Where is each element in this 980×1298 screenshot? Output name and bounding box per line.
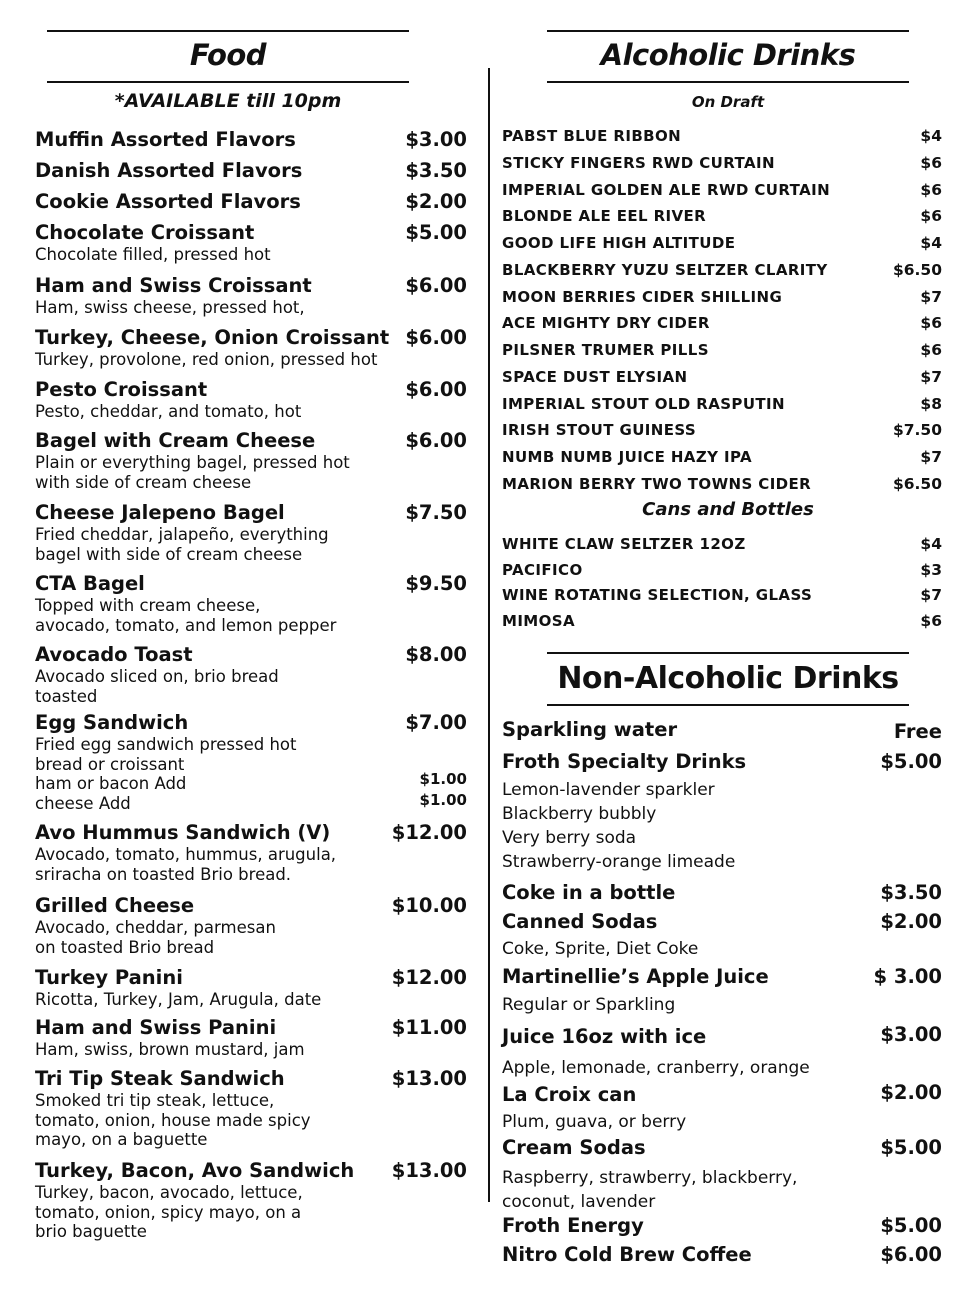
na-item: Juice 16oz with ice $3.00 Apple, lemonade, cranberry, orange [502,1023,942,1078]
food-price: $9.50 [405,572,467,595]
na-item: Froth Specialty Drinks $5.00 Lemon-lavender sparkler Blackberry bubbly Very berry soda Strawberry-orange limeade [502,750,942,872]
food-price: $7.00 [405,711,467,734]
food-item: Tri Tip Steak Sandwich $13.00 Smoked tri tip steak, lettuce, tomato, onion, house made spicy mayo, on a baguette [35,1067,467,1149]
draft-row: IMPERIAL GOLDEN ALE RWD CURTAIN $6 [502,181,942,199]
food-item: Danish Assorted Flavors $3.50 [35,159,467,182]
draft-label: On Draft [691,93,765,111]
food-price: $3.50 [405,159,467,182]
na-price: $3.50 [880,881,942,904]
nonalcoholic-title: Non-Alcoholic Drinks [557,661,899,696]
food-price: $10.00 [391,894,467,917]
food-item: Turkey, Cheese, Onion Croissant $6.00 Turkey, provolone, red onion, pressed hot [35,326,467,369]
addon-price: $1.00 [419,770,467,788]
food-item: CTA Bagel $9.50 Topped with cream cheese, avocado, tomato, and lemon pepper [35,572,467,635]
draft-row: BLACKBERRY YUZU SELTZER CLARITY $6.50 [502,261,942,279]
food-item: Ham and Swiss Panini $11.00 Ham, swiss, brown mustard, jam [35,1016,467,1059]
draft-row: SPACE DUST ELYSIAN $7 [502,368,942,386]
cans-label: Cans and Bottles [642,499,814,520]
na-price: $5.00 [880,750,942,773]
food-item: Turkey, Bacon, Avo Sandwich $13.00 Turkey, bacon, avocado, lettuce, tomato, onion, spicy mayo, on a brio baguette [35,1159,467,1241]
food-price: $5.00 [405,221,467,244]
cans-row: WHITE CLAW SELTZER 12OZ $4 [502,535,942,553]
alcoholic-bottom-rule [547,81,909,83]
nonalcoholic-top-rule [547,652,909,654]
food-price: $13.00 [391,1159,467,1182]
food-price: $8.00 [405,643,467,666]
draft-row: IRISH STOUT GUINESS $7.50 [502,421,942,439]
food-item: Egg Sandwich $7.00 Fried egg sandwich pressed hot bread or croissant ham or bacon Add cheese Add $1.00 $1.00 [35,711,467,813]
food-price: $6.00 [405,429,467,452]
food-item: Cookie Assorted Flavors $2.00 [35,190,467,213]
food-item: Cheese Jalepeno Bagel $7.50 Fried cheddar, jalapeño, everything bagel with side of cream cheese [35,501,467,564]
draft-row: BLONDE ALE EEL RIVER $6 [502,207,942,225]
draft-row: MOON BERRIES CIDER SHILLING $7 [502,288,942,306]
food-item: Turkey Panini $12.00 Ricotta, Turkey, Jam, Arugula, date [35,966,467,1009]
nonalcoholic-bottom-rule [547,704,909,706]
draft-row: GOOD LIFE HIGH ALTITUDE $4 [502,234,942,252]
cans-row: MIMOSA $6 [502,612,942,630]
food-price: $6.00 [405,378,467,401]
na-item: La Croix can $2.00 Plum, guava, or berry [502,1081,942,1132]
food-item: Avocado Toast $8.00 Avocado sliced on, brio bread toasted [35,643,467,706]
food-price: $12.00 [391,821,467,844]
food-item: Ham and Swiss Croissant $6.00 Ham, swiss cheese, pressed hot, [35,274,467,317]
na-price: $2.00 [880,1081,942,1104]
na-price: $5.00 [880,1136,942,1159]
food-bottom-rule [47,81,409,83]
na-item: Froth Energy $5.00 [502,1214,942,1237]
food-item: Grilled Cheese $10.00 Avocado, cheddar, parmesan on toasted Brio bread [35,894,467,957]
food-price: $6.00 [405,326,467,349]
na-item: Martinellie’s Apple Juice $ 3.00 Regular or Sparkling [502,965,942,1015]
na-price: $3.00 [880,1023,942,1046]
draft-row: IMPERIAL STOUT OLD RASPUTIN $8 [502,395,942,413]
na-price: $6.00 [880,1243,942,1266]
food-availability: *AVAILABLE till 10pm [114,90,342,112]
food-item: Avo Hummus Sandwich (V) $12.00 Avocado, tomato, hummus, arugula, sriracha on toasted Brio bread. [35,821,467,884]
draft-row: NUMB NUMB JUICE HAZY IPA $7 [502,448,942,466]
food-item: Chocolate Croissant $5.00 Chocolate filled, pressed hot [35,221,467,264]
food-item: Pesto Croissant $6.00 Pesto, cheddar, and tomato, hot [35,378,467,421]
food-item: Muffin Assorted Flavors $3.00 [35,128,467,151]
food-price: $3.00 [405,128,467,151]
na-item: Cream Sodas $5.00 Raspberry, strawberry, blackberry, coconut, lavender [502,1136,942,1212]
na-item: Coke in a bottle $3.50 [502,881,942,904]
alcoholic-top-rule [547,30,909,32]
draft-row: MARION BERRY TWO TOWNS CIDER $6.50 [502,475,942,493]
na-price: $ 3.00 [873,965,942,988]
food-item: Bagel with Cream Cheese $6.00 Plain or everything bagel, pressed hot with side of cream cheese [35,429,467,492]
food-price: $12.00 [391,966,467,989]
food-price: $6.00 [405,274,467,297]
food-price: $2.00 [405,190,467,213]
na-item: Canned Sodas $2.00 Coke, Sprite, Diet Coke [502,910,942,959]
na-price: Free [893,720,942,743]
food-title: Food [189,38,267,72]
cans-row: WINE ROTATING SELECTION, GLASS $7 [502,586,942,604]
draft-row: PILSNER TRUMER PILLS $6 [502,341,942,359]
alcoholic-title: Alcoholic Drinks [600,38,856,72]
draft-row: PABST BLUE RIBBON $4 [502,127,942,145]
na-item: Sparkling water Free [502,718,942,743]
na-price: $2.00 [880,910,942,933]
draft-row: ACE MIGHTY DRY CIDER $6 [502,314,942,332]
column-divider [488,68,490,1202]
food-price: $7.50 [405,501,467,524]
food-top-rule [47,30,409,32]
draft-row: STICKY FINGERS RWD CURTAIN $6 [502,154,942,172]
cans-row: PACIFICO $3 [502,561,942,579]
food-price: $11.00 [391,1016,467,1039]
addon-price: $1.00 [419,791,467,809]
na-item: Nitro Cold Brew Coffee $6.00 [502,1243,942,1266]
food-price: $13.00 [391,1067,467,1090]
na-price: $5.00 [880,1214,942,1237]
